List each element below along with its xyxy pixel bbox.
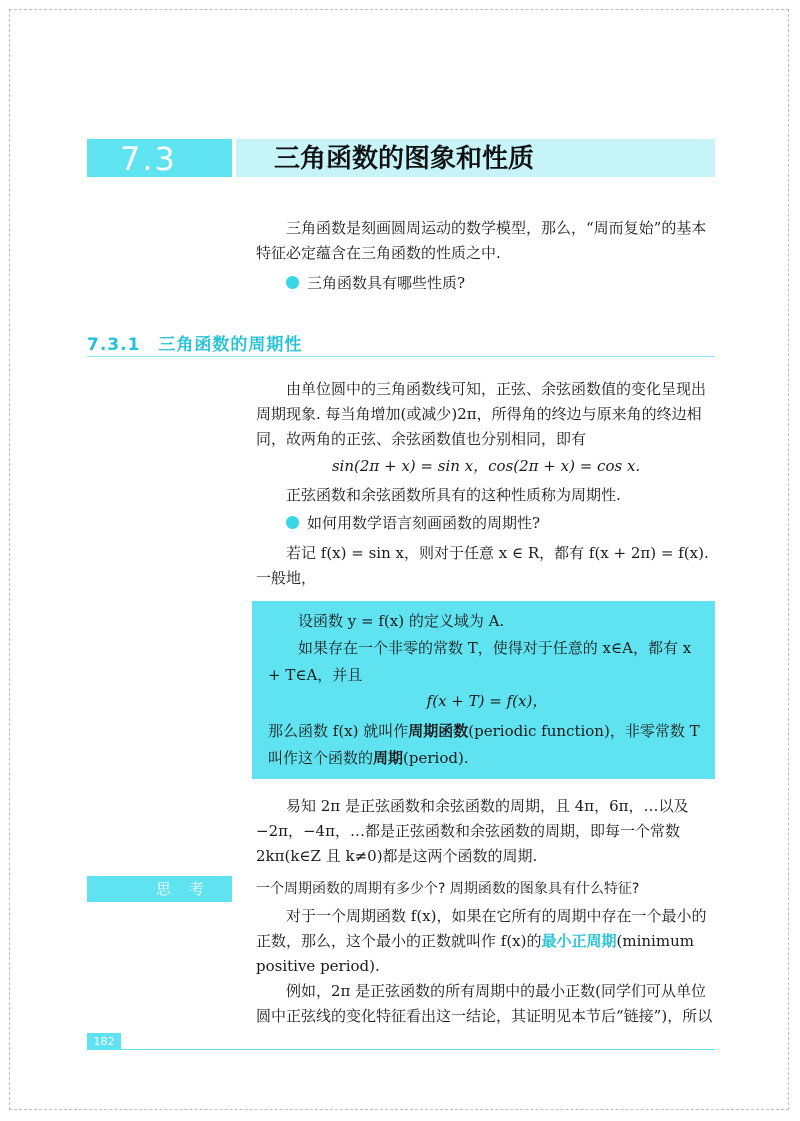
term-periodic-function: 周期函数 <box>408 722 469 740</box>
paragraph-6-post: (minimum positive period). <box>256 932 694 975</box>
body-paragraph-2: 正弦函数和余弦函数所具有的这种性质称为周期性. <box>286 486 621 504</box>
subsection-number: 7.3.1 <box>87 335 141 355</box>
definition-line-3 <box>268 718 706 772</box>
section-title: 三角函数的图象和性质 <box>274 144 535 174</box>
body-question <box>286 511 540 536</box>
bullet-icon <box>286 276 299 289</box>
body-paragraph-3: 若记 f(x) = sin x，则对于任意 x ∈ R，都有 f(x + 2π) = f(x). <box>286 544 709 562</box>
subsection-rule <box>87 356 715 357</box>
intro-question-text: 三角函数具有哪些性质? <box>307 274 466 292</box>
body-paragraph-7: 例如，2π 是正弦函数的所有周期中的最小正数(同学们可从单位圆中正弦线的变化特征看出这一结论，其证明见本节后“链接”)，所以 <box>256 982 713 1025</box>
definition-line-2: 如果存在一个非零的常数 T，使得对于任意的 x∈A，都有 x + T∈A，并且 <box>268 639 692 684</box>
subsection-heading <box>87 330 302 355</box>
bullet-icon <box>286 516 299 529</box>
body-paragraph-6 <box>256 904 716 979</box>
definition-line-3-end: (period). <box>403 749 469 767</box>
footer-rule <box>87 1049 715 1050</box>
think-question: 一个周期函数的周期有多少个? 周期函数的图象具有什么特征? <box>256 881 640 897</box>
body-paragraph-4: 一般地， <box>256 569 317 587</box>
intro-paragraph: 三角函数是刻画圆周运动的数学模型，那么，“周而复始”的基本特征必定蕴含在三角函数的性质之中. <box>256 219 707 262</box>
term-minimum-positive-period: 最小正周期 <box>541 932 617 950</box>
definition-formula: f(x + T) = f(x)， <box>426 692 548 710</box>
body-paragraph-1: 由单位圆中的三角函数线可知，正弦、余弦函数值的变化呈现出周期现象. 每当角增加(或减少)2π，所得角的终边与原来角的终边相同，故两角的正弦、余弦函数值也分别相同，即有 <box>256 380 707 448</box>
definition-line-1: 设函数 y = f(x) 的定义域为 A. <box>298 612 505 630</box>
formula-periodicity: sin(2π + x) = sin x，cos(2π + x) = cos x. <box>331 457 641 475</box>
intro-question <box>286 271 465 296</box>
paragraph-6-pre: 对于一个周期函数 f(x)，如果在它所有的周期中存在一个最小的正数，那么，这个最小的正数就叫作 f(x)的 <box>256 907 707 950</box>
body-question-text: 如何用数学语言刻画函数的周期性? <box>307 514 541 532</box>
section-number: 7.3 <box>120 140 177 178</box>
body-paragraph-5: 易知 2π 是正弦函数和余弦函数的周期，且 4π，6π，…以及 −2π，−4π，…都是正弦函数和余弦函数的周期，即每一个常数 2kπ(k∈Z 且 k≠0)都是这两个函数的周期. <box>256 797 689 865</box>
term-period: 周期 <box>373 749 404 767</box>
think-label: 思考 <box>156 880 223 898</box>
definition-line-3-post: (periodic function)，非零常数 T 叫作这个函数的 <box>268 722 700 767</box>
definition-line-3-pre: 那么函数 f(x) 就叫作 <box>268 722 409 740</box>
page-number: 182 <box>93 1035 115 1048</box>
subsection-title: 三角函数的周期性 <box>158 335 303 355</box>
